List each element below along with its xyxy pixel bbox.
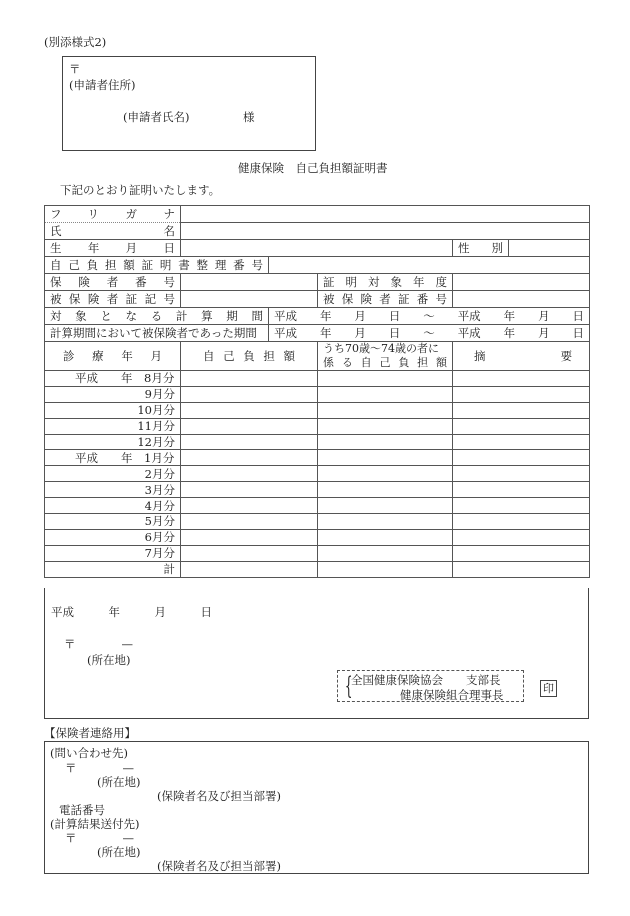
month-label: 11月分 (45, 418, 181, 434)
month-row (45, 482, 590, 498)
applicant-address-box (62, 56, 316, 151)
month-text: 月 (538, 309, 550, 323)
amount-70-field[interactable] (318, 514, 453, 530)
amount-field[interactable] (181, 561, 318, 577)
sex-field[interactable] (509, 240, 590, 257)
issuer-org1: 全国健康保険協会 支部長 (351, 673, 501, 687)
month-row (45, 371, 590, 387)
month-text: 月 (354, 309, 366, 323)
cert-year-label: 証明対象年度 (318, 274, 453, 291)
contact-box (44, 741, 589, 874)
name-label: 氏名 (45, 223, 181, 240)
month-row (45, 466, 590, 482)
year-text: 年 (503, 326, 516, 340)
remarks-field[interactable] (453, 402, 590, 418)
col-70-header (318, 342, 453, 371)
amount-field[interactable] (181, 529, 318, 545)
remarks-field[interactable] (453, 529, 590, 545)
month-row (45, 434, 590, 450)
col-amount-header: 自己負担額 (181, 342, 318, 371)
send-postal: 〒 — (65, 831, 134, 845)
col-remarks-header (453, 342, 590, 371)
remarks-char: 摘 (474, 349, 486, 363)
tilde-text: ～ (423, 326, 435, 340)
month-row (45, 418, 590, 434)
col-70-line2: 係る自己負担額 (323, 356, 447, 369)
amount-70-field[interactable] (318, 466, 453, 482)
remarks-field[interactable] (453, 434, 590, 450)
year-text: 年 (319, 326, 332, 340)
tilde-text: ～ (423, 309, 435, 323)
amount-field[interactable] (181, 545, 318, 561)
issuer-signature-box (337, 670, 524, 702)
month-label: 平成 年 8月分 (45, 371, 181, 387)
amount-field[interactable] (181, 402, 318, 418)
card-symbol-field[interactable] (181, 291, 318, 308)
year-text: 年 (319, 309, 332, 323)
furigana-field[interactable] (181, 206, 590, 223)
inquiry-label: (問い合わせ先) (50, 746, 128, 760)
amount-70-field[interactable] (318, 418, 453, 434)
month-row (45, 402, 590, 418)
month-label: 5月分 (45, 514, 181, 530)
month-label: 6月分 (45, 529, 181, 545)
cert-year-field[interactable] (453, 274, 590, 291)
certificate-table (44, 205, 590, 578)
insurer-number-field[interactable] (181, 274, 318, 291)
amount-field[interactable] (181, 498, 318, 514)
year-text: 年 (503, 309, 516, 323)
era-text: 平成 (274, 309, 297, 323)
amount-field[interactable] (181, 450, 318, 466)
col-70-line1: うち70歳～74歳の者に (323, 342, 439, 355)
sex-label: 性別 (453, 240, 509, 257)
day-text: 日 (572, 309, 584, 323)
amount-70-field[interactable] (318, 498, 453, 514)
send-location-label: (所在地) (97, 845, 141, 859)
day-text: 日 (388, 326, 401, 340)
col-month-header: 診療年月 (45, 342, 181, 371)
postal-mark: 〒 (69, 62, 81, 76)
amount-70-field[interactable] (318, 482, 453, 498)
seal-mark: 印 (540, 680, 557, 697)
issue-date: 平成 年 月 日 (51, 605, 212, 619)
amount-field[interactable] (181, 514, 318, 530)
month-row (45, 386, 590, 402)
remarks-field[interactable] (453, 450, 590, 466)
month-row (45, 498, 590, 514)
month-label: 10月分 (45, 402, 181, 418)
month-label: 計 (45, 561, 181, 577)
amount-field[interactable] (181, 386, 318, 402)
card-symbol-label: 被保険者証記号 (45, 291, 181, 308)
era-text: 平成 (457, 309, 481, 323)
month-label: 4月分 (45, 498, 181, 514)
cert-number-field[interactable] (269, 257, 590, 274)
remarks-field[interactable] (453, 545, 590, 561)
amount-70-field[interactable] (318, 561, 453, 577)
month-label: 2月分 (45, 466, 181, 482)
remarks-field[interactable] (453, 514, 590, 530)
amount-70-field[interactable] (318, 545, 453, 561)
issuer-location-label: (所在地) (87, 653, 131, 667)
intro-text: 下記のとおり証明いたします。 (60, 183, 221, 197)
amount-field[interactable] (181, 371, 318, 387)
applicant-name-label: (申請者氏名) (123, 110, 190, 124)
amount-70-field[interactable] (318, 371, 453, 387)
remarks-field[interactable] (453, 482, 590, 498)
phone-label: 電話番号 (59, 803, 105, 817)
remarks-field[interactable] (453, 371, 590, 387)
insurer-number-label: 保険者番号 (45, 274, 181, 291)
month-text: 月 (354, 326, 366, 340)
insured-period-field[interactable] (269, 325, 590, 342)
amount-70-field[interactable] (318, 529, 453, 545)
honorific: 様 (243, 110, 255, 124)
card-number-label: 被保険者証番号 (318, 291, 453, 308)
contact-location-label: (所在地) (97, 775, 141, 789)
contact-heading: 【保険者連絡用】 (44, 726, 136, 740)
amount-field[interactable] (181, 434, 318, 450)
birthdate-field[interactable] (181, 240, 453, 257)
remarks-field[interactable] (453, 561, 590, 577)
amount-70-field[interactable] (318, 386, 453, 402)
day-text: 日 (572, 326, 584, 340)
card-number-field[interactable] (453, 291, 590, 308)
remarks-field[interactable] (453, 466, 590, 482)
remarks-char: 要 (560, 349, 573, 363)
remarks-field[interactable] (453, 418, 590, 434)
calc-period-label: 対象となる計算期間 (45, 308, 269, 325)
brace-icon: { (344, 672, 353, 700)
day-text: 日 (388, 309, 401, 323)
name-field[interactable] (181, 223, 590, 240)
month-row (45, 545, 590, 561)
amount-70-field[interactable] (318, 434, 453, 450)
month-row (45, 529, 590, 545)
amount-70-field[interactable] (318, 450, 453, 466)
month-row (45, 514, 590, 530)
month-label: 7月分 (45, 545, 181, 561)
form-number: (別添様式2) (44, 35, 107, 49)
issuer-postal: 〒 — (64, 637, 133, 651)
amount-field[interactable] (181, 418, 318, 434)
month-label: 平成 年 1月分 (45, 450, 181, 466)
applicant-address-label: (申請者住所) (69, 78, 136, 92)
month-label: 3月分 (45, 482, 181, 498)
issuer-org2: 健康保険組合理事長 (400, 688, 504, 702)
contact-insurer-label: (保険者名及び担当部署) (157, 789, 281, 803)
amount-field[interactable] (181, 466, 318, 482)
month-row (45, 450, 590, 466)
month-row (45, 561, 590, 577)
amount-field[interactable] (181, 482, 318, 498)
contact-postal: 〒 — (65, 761, 134, 775)
insured-period-label: 計算期間において被保険者であった期間 (45, 325, 269, 342)
era-text: 平成 (274, 326, 297, 340)
month-text: 月 (538, 326, 550, 340)
remarks-field[interactable] (453, 498, 590, 514)
month-label: 12月分 (45, 434, 181, 450)
send-label: (計算結果送付先) (50, 817, 140, 831)
send-insurer-label: (保険者名及び担当部署) (157, 859, 281, 873)
birthdate-label: 生年月日 (45, 240, 181, 257)
cert-number-label: 自己負担額証明書整理番号 (45, 257, 269, 274)
calc-period-field[interactable] (269, 308, 590, 325)
furigana-label: フリガナ (45, 206, 181, 223)
document-title: 健康保険 自己負担額証明書 (238, 161, 388, 175)
amount-70-field[interactable] (318, 402, 453, 418)
era-text: 平成 (457, 326, 481, 340)
remarks-field[interactable] (453, 386, 590, 402)
month-label: 9月分 (45, 386, 181, 402)
